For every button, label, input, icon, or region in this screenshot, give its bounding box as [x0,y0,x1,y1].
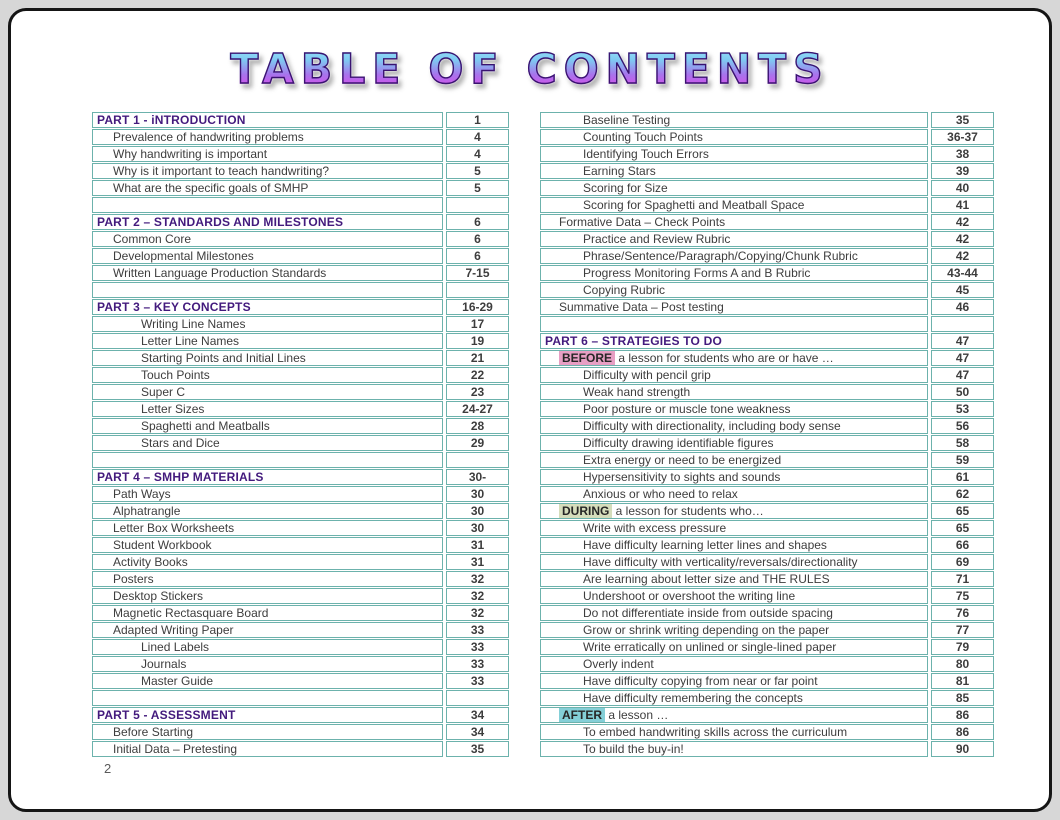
toc-section-header: PART 5 - ASSESSMENT [92,707,443,723]
toc-entry-page: 42 [931,248,994,264]
toc-entry-label: Are learning about letter size and THE RULES [540,571,928,587]
toc-entry-label: Journals [92,656,443,672]
toc-blank-row [92,282,509,298]
toc-entry-page: 32 [446,571,509,587]
toc-entry-page: 4 [446,146,509,162]
toc-row [92,656,509,672]
toc-entry-page: 86 [931,724,994,740]
toc-row [92,350,509,366]
toc-entry-label: Writing Line Names [92,316,443,332]
toc-entry-page: 39 [931,163,994,179]
toc-row [540,537,994,553]
toc-entry-label: Posters [92,571,443,587]
toc-entry-page: 32 [446,605,509,621]
toc-entry-label: Anxious or who need to relax [540,486,928,502]
toc-blank-row [92,690,509,706]
toc-row [540,180,994,196]
toc-entry-label: Earning Stars [540,163,928,179]
toc-entry-page: 47 [931,367,994,383]
toc-entry-page: 42 [931,214,994,230]
toc-entry-label: Touch Points [92,367,443,383]
toc-row [92,384,509,400]
toc-row [92,724,509,740]
toc-entry-label: Practice and Review Rubric [540,231,928,247]
toc-entry-label: Summative Data – Post testing [540,299,928,315]
toc-left-table [89,111,512,758]
toc-entry-label: Starting Points and Initial Lines [92,350,443,366]
toc-row [540,418,994,434]
toc-entry-label: Letter Sizes [92,401,443,417]
toc-row [540,741,994,757]
toc-row [540,401,994,417]
toc-entry-label: Adapted Writing Paper [92,622,443,638]
toc-entry-label: Write with excess pressure [540,520,928,536]
toc-entry-label: AFTER a lesson … [540,707,928,723]
toc-entry-page: 28 [446,418,509,434]
toc-entry-page: 19 [446,333,509,349]
toc-entry-page: 38 [931,146,994,162]
toc-entry-label: Do not differentiate inside from outside spacing [540,605,928,621]
toc-entry-label: Before Starting [92,724,443,740]
toc-entry-page: 22 [446,367,509,383]
toc-entry-page: 40 [931,180,994,196]
toc-entry-page: 36-37 [931,129,994,145]
toc-entry-page: 6 [446,214,509,230]
toc-section-header: PART 3 – KEY CONCEPTS [92,299,443,315]
toc-entry-page: 66 [931,537,994,553]
toc-entry-label: To embed handwriting skills across the curriculum [540,724,928,740]
toc-row [540,554,994,570]
toc-entry-page: 61 [931,469,994,485]
toc-entry-label: Difficulty with directionality, including body sense [540,418,928,434]
toc-entry-page: 35 [931,112,994,128]
toc-row [92,639,509,655]
toc-row [92,214,509,230]
toc-entry-label: Extra energy or need to be energized [540,452,928,468]
toc-row [92,129,509,145]
toc-entry-page: 47 [931,333,994,349]
toc-blank-row [92,452,509,468]
toc-row [540,520,994,536]
toc-row [92,520,509,536]
toc-entry-label: Poor posture or muscle tone weakness [540,401,928,417]
toc-row [92,316,509,332]
toc-entry-page [446,282,509,298]
toc-row [540,248,994,264]
toc-row [540,350,994,366]
toc-row [92,588,509,604]
toc-entry-page: 30 [446,503,509,519]
toc-entry-page: 77 [931,622,994,638]
toc-entry-label: Weak hand strength [540,384,928,400]
toc-entry-page [931,316,994,332]
toc-row [92,503,509,519]
toc-row [92,571,509,587]
toc-row [92,418,509,434]
toc-entry-page: 5 [446,163,509,179]
toc-row [92,299,509,315]
toc-entry-label: Grow or shrink writing depending on the paper [540,622,928,638]
toc-entry-label: Why handwriting is important [92,146,443,162]
toc-entry-label: Master Guide [92,673,443,689]
toc-entry-page: 65 [931,520,994,536]
toc-entry-page [446,452,509,468]
toc-entry-page: 30 [446,486,509,502]
toc-row [540,265,994,281]
toc-blank-row [92,197,509,213]
toc-row [540,129,994,145]
toc-entry-page: 6 [446,248,509,264]
toc-entry-label: Have difficulty learning letter lines and shapes [540,537,928,553]
toc-row [540,605,994,621]
toc-entry-label: Hypersensitivity to sights and sounds [540,469,928,485]
toc-row [92,163,509,179]
toc-row [92,265,509,281]
toc-row [540,197,994,213]
toc-entry-page: 33 [446,639,509,655]
toc-row [540,503,994,519]
toc-entry-page: 71 [931,571,994,587]
toc-entry-label: Stars and Dice [92,435,443,451]
toc-row [540,469,994,485]
toc-entry-page: 56 [931,418,994,434]
toc-entry-page: 86 [931,707,994,723]
toc-row [92,248,509,264]
toc-entry-page: 33 [446,673,509,689]
toc-row [92,401,509,417]
toc-row [540,639,994,655]
toc-entry-label: Scoring for Spaghetti and Meatball Space [540,197,928,213]
toc-entry-page: 41 [931,197,994,213]
highlight-after-label: AFTER [559,708,605,722]
toc-entry-label: Common Core [92,231,443,247]
toc-row [540,146,994,162]
toc-row [92,435,509,451]
toc-row [540,707,994,723]
toc-entry-page: 53 [931,401,994,417]
toc-entry-page: 76 [931,605,994,621]
toc-entry-label: Magnetic Rectasquare Board [92,605,443,621]
toc-row [540,231,994,247]
toc-entry-label: Super C [92,384,443,400]
toc-entry-label [92,452,443,468]
toc-entry-label: Have difficulty with verticality/reversals/directionality [540,554,928,570]
toc-entry-label: Scoring for Size [540,180,928,196]
toc-row [540,384,994,400]
toc-entry-page: 80 [931,656,994,672]
toc-entry-page: 7-15 [446,265,509,281]
toc-row [92,333,509,349]
toc-row [92,554,509,570]
toc-row [540,486,994,502]
toc-entry-page [446,197,509,213]
toc-entry-label: Activity Books [92,554,443,570]
toc-row [540,690,994,706]
toc-entry-page: 75 [931,588,994,604]
document-page [8,8,1052,812]
toc-entry-label: Copying Rubric [540,282,928,298]
toc-entry-page: 33 [446,622,509,638]
toc-entry-label: Write erratically on unlined or single-lined paper [540,639,928,655]
toc-entry-label: Lined Labels [92,639,443,655]
toc-row [540,163,994,179]
toc-right-table [537,111,997,758]
toc-entry-label: Overly indent [540,656,928,672]
toc-entry-label: Prevalence of handwriting problems [92,129,443,145]
toc-entry-page: 24-27 [446,401,509,417]
toc-row [92,146,509,162]
toc-row [540,673,994,689]
toc-row [92,180,509,196]
toc-entry-label [540,316,928,332]
toc-entry-label [92,197,443,213]
toc-entry-page: 16-29 [446,299,509,315]
toc-entry-label: Student Workbook [92,537,443,553]
toc-row [92,707,509,723]
toc-entry-page: 17 [446,316,509,332]
toc-entry-page: 30 [446,520,509,536]
toc-entry-label: Baseline Testing [540,112,928,128]
toc-entry-page: 29 [446,435,509,451]
highlight-before-label: BEFORE [559,351,615,365]
toc-entry-page: 33 [446,656,509,672]
toc-entry-page: 6 [446,231,509,247]
toc-entry-label: Letter Box Worksheets [92,520,443,536]
toc-entry-label: Initial Data – Pretesting [92,741,443,757]
toc-entry-label: Difficulty with pencil grip [540,367,928,383]
toc-entry-page: 62 [931,486,994,502]
toc-entry-label: Have difficulty copying from near or far point [540,673,928,689]
toc-blank-row [540,316,994,332]
toc-row [92,112,509,128]
toc-section-header: PART 1 - iNTRODUCTION [92,112,443,128]
toc-entry-page: 21 [446,350,509,366]
toc-entry-label: Written Language Production Standards [92,265,443,281]
toc-row [92,673,509,689]
toc-row [540,112,994,128]
toc-row [540,282,994,298]
toc-row [540,214,994,230]
page-title: TABLE OF CONTENTS [11,45,1049,93]
toc-entry-page: 34 [446,724,509,740]
toc-row [92,741,509,757]
toc-entry-label: Identifying Touch Errors [540,146,928,162]
toc-entry-page: 42 [931,231,994,247]
toc-row [540,435,994,451]
toc-entry-label: Undershoot or overshoot the writing line [540,588,928,604]
toc-section-header: PART 6 – STRATEGIES TO DO [540,333,928,349]
toc-section-header: PART 4 – SMHP MATERIALS [92,469,443,485]
toc-entry-label: Desktop Stickers [92,588,443,604]
toc-row [540,367,994,383]
toc-entry-label [92,282,443,298]
toc-columns [89,111,997,758]
toc-entry-label: To build the buy-in! [540,741,928,757]
toc-entry-page: 47 [931,350,994,366]
toc-entry-page: 1 [446,112,509,128]
toc-entry-page: 23 [446,384,509,400]
toc-row [540,452,994,468]
toc-entry-label: DURING a lesson for students who… [540,503,928,519]
toc-entry-page: 32 [446,588,509,604]
toc-row [540,656,994,672]
toc-entry-label: Have difficulty remembering the concepts [540,690,928,706]
toc-row [92,537,509,553]
toc-entry-page: 58 [931,435,994,451]
toc-entry-page: 59 [931,452,994,468]
toc-entry-page: 79 [931,639,994,655]
toc-entry-page: 45 [931,282,994,298]
toc-entry-label: Counting Touch Points [540,129,928,145]
toc-row [540,333,994,349]
toc-row [92,622,509,638]
toc-row [92,367,509,383]
toc-entry-label: Progress Monitoring Forms A and B Rubric [540,265,928,281]
toc-entry-label: Phrase/Sentence/Paragraph/Copying/Chunk Rubric [540,248,928,264]
toc-row [540,571,994,587]
toc-entry-page: 5 [446,180,509,196]
toc-entry-label: Developmental Milestones [92,248,443,264]
highlight-during-label: DURING [559,504,612,518]
toc-row [540,299,994,315]
toc-entry-page: 85 [931,690,994,706]
toc-section-header: PART 2 – STANDARDS AND MILESTONES [92,214,443,230]
toc-entry-label: Formative Data – Check Points [540,214,928,230]
toc-row [92,605,509,621]
toc-entry-label: Spaghetti and Meatballs [92,418,443,434]
toc-entry-page: 30- [446,469,509,485]
toc-row [540,622,994,638]
toc-entry-page [446,690,509,706]
toc-row [540,588,994,604]
toc-row [92,231,509,247]
toc-entry-label: BEFORE a lesson for students who are or have … [540,350,928,366]
toc-entry-page: 35 [446,741,509,757]
toc-entry-label: Alphatrangle [92,503,443,519]
toc-entry-label: Why is it important to teach handwriting? [92,163,443,179]
toc-row [92,469,509,485]
toc-entry-label: What are the specific goals of SMHP [92,180,443,196]
toc-entry-label: Difficulty drawing identifiable figures [540,435,928,451]
toc-entry-page: 46 [931,299,994,315]
toc-row [92,486,509,502]
toc-entry-label: Letter Line Names [92,333,443,349]
toc-entry-page: 90 [931,741,994,757]
toc-entry-label [92,690,443,706]
toc-entry-page: 34 [446,707,509,723]
toc-entry-page: 4 [446,129,509,145]
toc-entry-page: 50 [931,384,994,400]
toc-row [540,724,994,740]
toc-entry-page: 43-44 [931,265,994,281]
toc-entry-page: 31 [446,537,509,553]
toc-entry-page: 31 [446,554,509,570]
folio-page-number: 2 [104,761,112,776]
toc-entry-page: 69 [931,554,994,570]
toc-entry-page: 81 [931,673,994,689]
toc-entry-page: 65 [931,503,994,519]
toc-entry-label: Path Ways [92,486,443,502]
